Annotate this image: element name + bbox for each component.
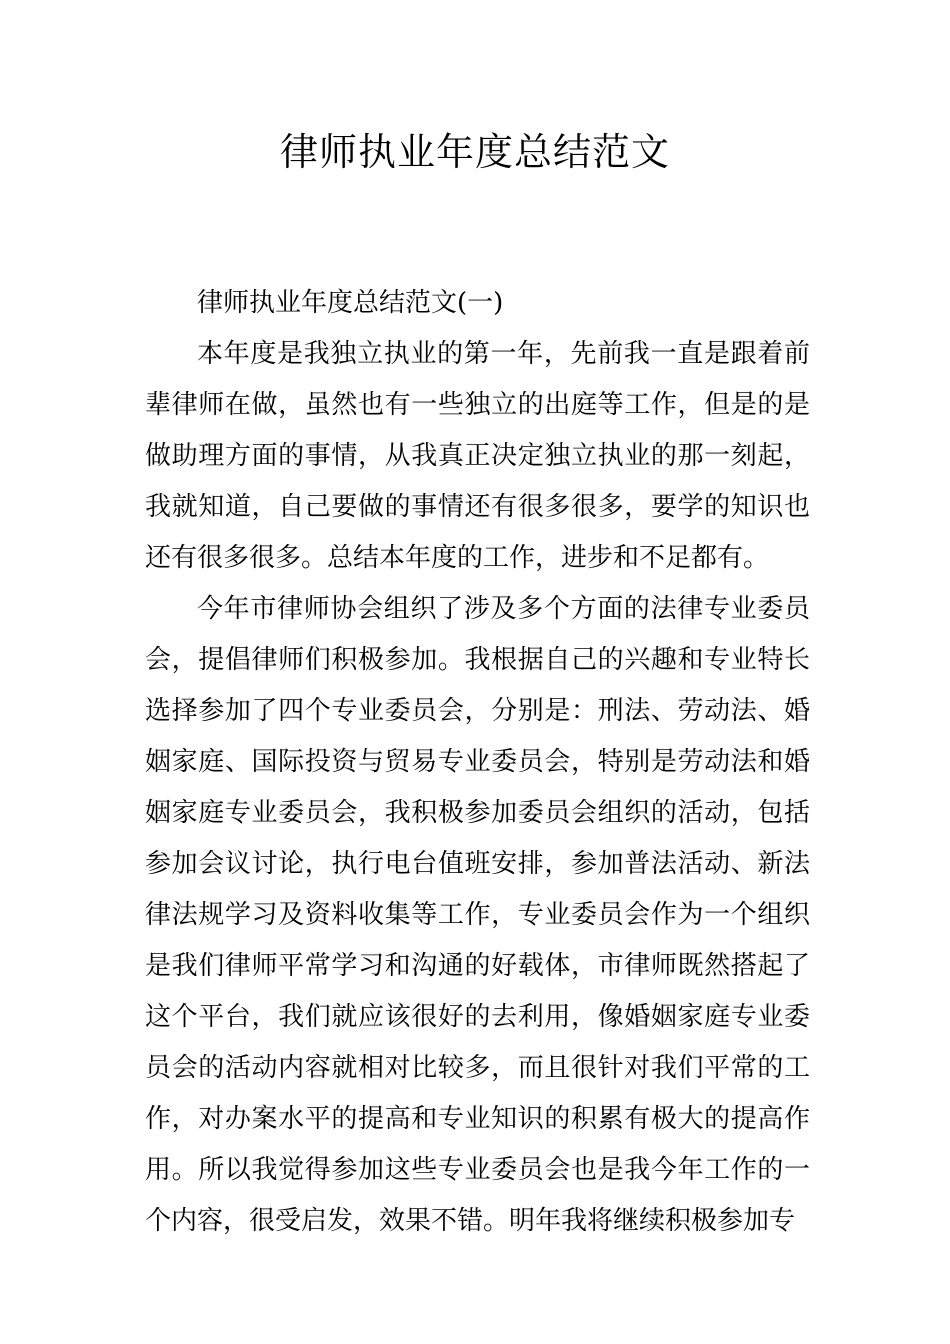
- document-body: [145, 278, 810, 1247]
- paragraph-1: 本年度是我独立执业的第一年，先前我一直是跟着前辈律师在做，虽然也有一些独立的出庭等工作，但是的是做助理方面的事情，从我真正决定独立执业的那一刻起，我就知道，自己要做的事情还有很多很多，要学的知识也还有很多很多。总结本年度的工作，进步和不足都有。: [145, 339, 810, 573]
- section-heading: 律师执业年度总结范文(一): [197, 288, 504, 318]
- paragraph-2: 今年市律师协会组织了涉及多个方面的法律专业委员会，提倡律师们积极参加。我根据自己的兴趣和专业特长选择参加了四个专业委员会，分别是：刑法、劳动法、婚姻家庭、国际投资与贸易专业委员会，特别是劳动法和婚姻家庭专业委员会，我积极参加委员会组织的活动，包括参加会议讨论，执行电台值班安排，参加普法活动、新法律法规学习及资料收集等工作，专业委员会作为一个组织是我们律师平常学习和沟通的好载体，市律师既然搭起了这个平台，我们就应该很好的去利用，像婚姻家庭专业委员会的活动内容就相对比较多，而且很针对我们平常的工作，对办案水平的提高和专业知识的积累有极大的提高作用。所以我觉得参加这些专业委员会也是我今年工作的一个内容，很受启发，效果不错。明年我将继续积极参加专: [145, 594, 810, 1236]
- document-title: 律师执业年度总结范文: [279, 130, 670, 174]
